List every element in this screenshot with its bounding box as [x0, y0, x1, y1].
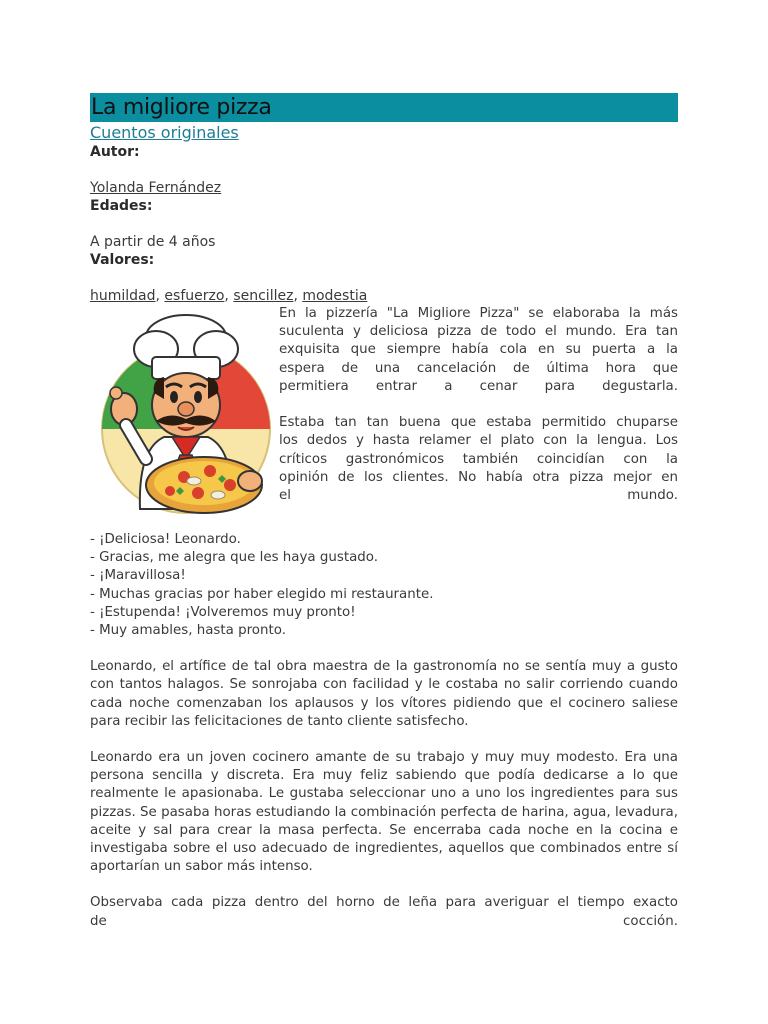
values-label: Valores: — [90, 252, 155, 268]
intro-text — [279, 305, 678, 505]
category-link[interactable]: Cuentos originales — [90, 123, 239, 142]
text-line: espera de una cancelación de última hora que — [279, 360, 678, 376]
paragraph: Leonardo era un joven cocinero amante de su trabajo y muy muy modesto. Era una persona sencilla y discreta. Era muy feliz sabiendo que podía dedicarse a lo que realmente le apasionaba. Le gustaba seleccionar uno a uno los ingredientes para sus pizzas. Se pasaba horas estudiando la combinación perfecta de harina, agua, levadura, aceite y sal para crear la masa perfecta. Se encerraba cada noche en la cocina e investigaba sobre el uso adecuado de ingredientes, aquellos que combinados entre sí aportarían un sabor más intenso. — [90, 750, 678, 875]
text-line: Observaba cada pizza dentro del horno de leña para averiguar el tiempo exacto — [90, 895, 678, 911]
story-title: La migliore pizza — [90, 93, 678, 122]
value-link[interactable]: modestia — [302, 288, 368, 304]
text-line: En la pizzería "La Migliore Pizza" se elaboraba la más — [279, 306, 678, 321]
text-line: exquisita que siempre había cola en su puerta a la — [279, 342, 678, 358]
document-page — [90, 93, 678, 931]
dialogue-block — [90, 531, 678, 640]
ages-label: Edades: — [90, 198, 153, 214]
author-link[interactable]: Yolanda Fernández — [90, 180, 222, 196]
dialogue-line: - Muchas gracias por haber elegido mi restaurante. — [90, 586, 434, 602]
intro-section — [90, 305, 678, 515]
dialogue-line: - ¡Estupenda! ¡Volveremos muy pronto! — [90, 604, 356, 620]
text-line: suculenta y deliciosa pizza de todo el mundo. Era tan — [279, 324, 678, 340]
dialogue-line: - Muy amables, hasta pronto. — [90, 623, 286, 639]
text-line: los dedos y hasta relamer el plato con la lengua. Los — [279, 433, 678, 449]
dialogue-line: - ¡Deliciosa! Leonardo. — [90, 532, 241, 547]
paragraph — [90, 894, 678, 930]
text-line: de cocción. — [90, 913, 678, 929]
chef-with-pizza-icon — [94, 309, 274, 519]
value-link[interactable]: sencillez — [233, 288, 294, 304]
dialogue-line: - ¡Maravillosa! — [90, 568, 186, 584]
text-line: Estaba tan tan buena que estaba permitido chuparse — [279, 415, 678, 431]
paragraph: Leonardo, el artífice de tal obra maestra de la gastronomía no se sentía muy a gusto con tantos halagos. Se sonrojaba con facilidad y le costaba no salir corriendo cuando cada noche comenzaban los aplausos y los vítores pidiendo que el cocinero saliese para recibir las felicitaciones de tanto cliente satisfecho. — [90, 659, 678, 729]
ages-value: A partir de 4 años — [90, 234, 216, 250]
value-link[interactable]: humildad — [90, 288, 156, 304]
text-line: permitiera entrar a cenar para degustarla. — [279, 378, 678, 394]
dialogue-line: - Gracias, me alegra que les haya gustado. — [90, 550, 379, 566]
text-line: opinión de los clientes. No había otra pizza mejor en — [279, 469, 678, 485]
value-link[interactable]: esfuerzo — [164, 288, 225, 304]
text-line: críticos gastronómicos también coincidían con la — [279, 451, 678, 467]
text-line: el mundo. — [279, 488, 678, 504]
values-list: humildad, esfuerzo, sencillez, modestia — [90, 288, 368, 304]
author-label: Autor: — [90, 144, 140, 160]
